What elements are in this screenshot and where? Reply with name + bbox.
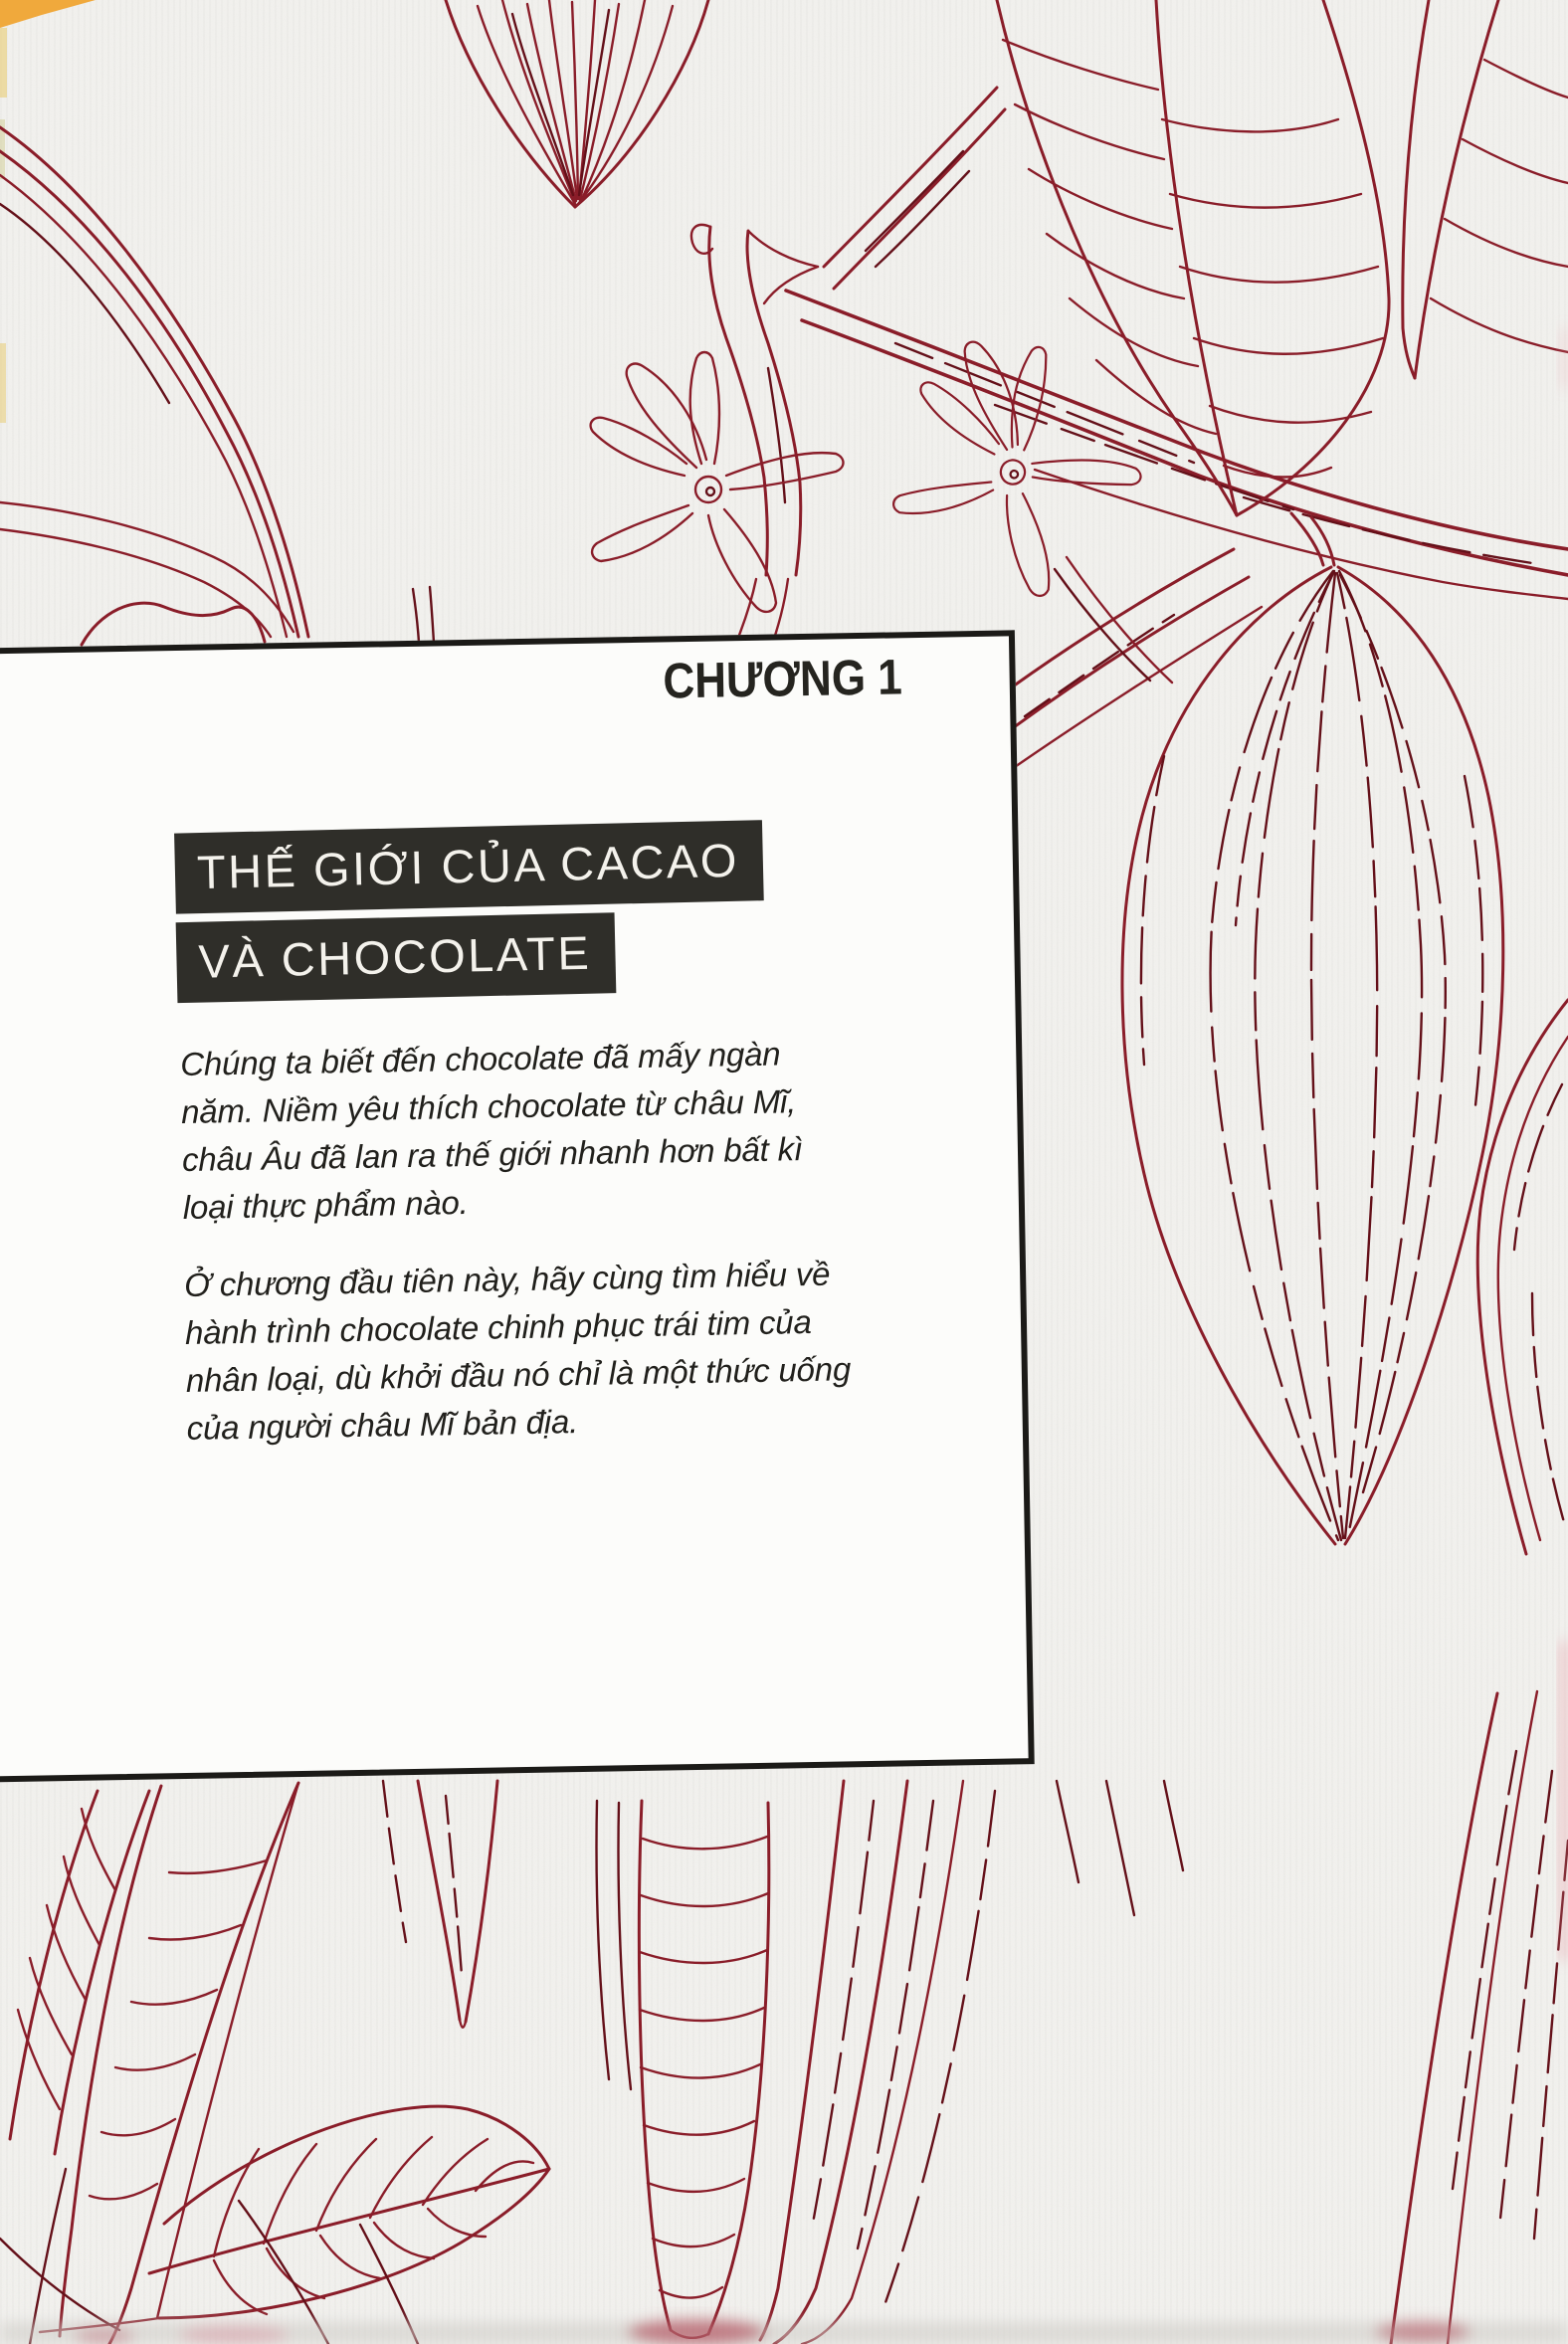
title-line-1: THẾ GIỚI CỦA CACAO bbox=[174, 820, 764, 913]
bottom-scan-blur bbox=[0, 2319, 1568, 2344]
chapter-intro-card bbox=[0, 630, 1035, 1783]
title-line-2: VÀ CHOCOLATE bbox=[176, 912, 616, 1003]
intro-paragraph-1: Chúng ta biết đến chocolate đã mấy ngàn năm. Niềm yêu thích chocolate từ châu Mĩ, châu Âu đã lan ra thế giới nhanh hơn bất kì loại thực phẩm nào. bbox=[179, 1035, 804, 1226]
chapter-label: CHƯƠNG 1 bbox=[662, 649, 903, 709]
intro-paragraph-2: Ở chương đầu tiên này, hãy cùng tìm hiểu về hành trình chocolate chinh phục trái tim của nhân loại, dù khởi đầu nó chỉ là một thức uống của người châu Mĩ bản địa. bbox=[183, 1255, 852, 1447]
